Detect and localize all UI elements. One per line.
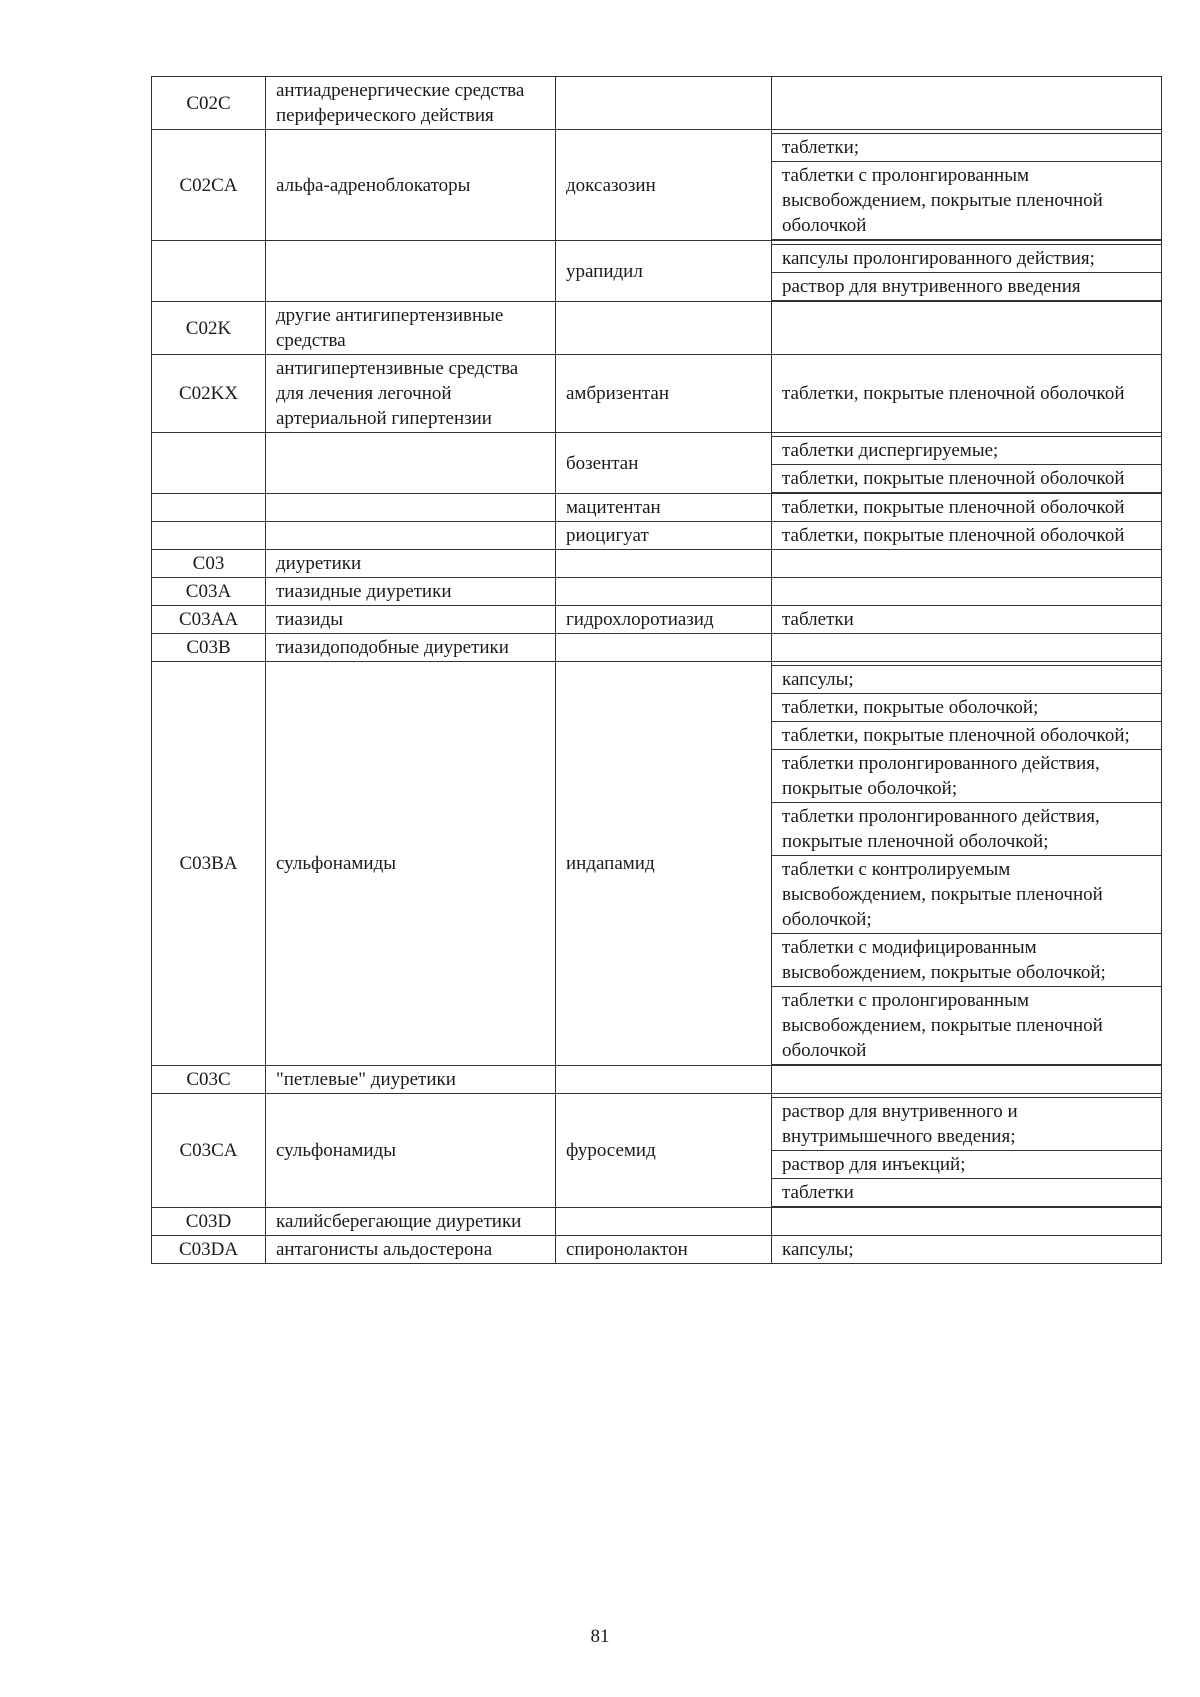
dosage-form-item: таблетки, покрытые пленочной оболочкой: [782, 383, 1125, 404]
group-name-cell: калийсберегающие диуретики: [266, 1208, 556, 1236]
table-row: [152, 130, 1162, 241]
dosage-form-item: таблетки с модифицированным высвобождением, покрытые оболочкой;: [772, 934, 1161, 987]
table-row: [152, 241, 1162, 302]
substance-cell: урапидил: [556, 241, 772, 302]
substance-cell: спиронолактон: [556, 1236, 772, 1264]
dosage-forms-cell: [772, 433, 1162, 494]
dosage-form-item: таблетки с пролонгированным высвобождением, покрытые пленочной оболочкой: [772, 987, 1161, 1065]
substance-cell: индапамид: [556, 662, 772, 1066]
table-row: [152, 433, 1162, 494]
dosage-form-item: таблетки пролонгированного действия, покрытые пленочной оболочкой;: [772, 803, 1161, 856]
table-row: [152, 355, 1162, 433]
group-name-cell: антиадренергические средства периферического действия: [266, 77, 556, 130]
dosage-form-item: таблетки;: [772, 133, 1161, 162]
atc-code-cell: C02K: [152, 302, 266, 355]
table-row: [152, 494, 1162, 522]
dosage-form-item: таблетки с пролонгированным высвобождением, покрытые пленочной оболочкой: [772, 162, 1161, 240]
atc-code-cell: C02CA: [152, 130, 266, 241]
dosage-form-item: таблетки, покрытые пленочной оболочкой: [782, 525, 1125, 546]
substance-cell: [556, 550, 772, 578]
dosage-forms-cell: [772, 606, 1162, 634]
substance-cell: [556, 1066, 772, 1094]
group-name-cell: диуретики: [266, 550, 556, 578]
atc-code-cell: C03C: [152, 1066, 266, 1094]
table-row: [152, 302, 1162, 355]
substance-cell: [556, 302, 772, 355]
table-row: [152, 1208, 1162, 1236]
atc-code-cell: C03: [152, 550, 266, 578]
dosage-forms-cell: [772, 355, 1162, 433]
dosage-forms-cell: [772, 1094, 1162, 1208]
dosage-forms-cell: [772, 1236, 1162, 1264]
atc-code-cell: [152, 522, 266, 550]
dosage-form-item: таблетки, покрытые пленочной оболочкой: [782, 497, 1125, 518]
substance-cell: доксазозин: [556, 130, 772, 241]
dosage-form-item: таблетки с контролируемым высвобождением, покрытые пленочной оболочкой;: [772, 856, 1161, 934]
atc-code-cell: C03BA: [152, 662, 266, 1066]
table-row: [152, 1094, 1162, 1208]
dosage-form-item: таблетки, покрытые пленочной оболочкой: [772, 465, 1161, 493]
dosage-form-item: таблетки диспергируемые;: [772, 436, 1161, 465]
substance-cell: [556, 634, 772, 662]
table-row: [152, 662, 1162, 1066]
dosage-forms-cell: [772, 77, 1162, 130]
dosage-forms-cell: [772, 1066, 1162, 1094]
group-name-cell: [266, 494, 556, 522]
drug-table: [151, 76, 1162, 1264]
group-name-cell: тиазиды: [266, 606, 556, 634]
dosage-form-item: таблетки: [782, 609, 854, 630]
group-name-cell: антигипертензивные средства для лечения легочной артериальной гипертензии: [266, 355, 556, 433]
dosage-forms-cell: [772, 302, 1162, 355]
table-row: [152, 550, 1162, 578]
table-row: [152, 1066, 1162, 1094]
dosage-form-item: таблетки, покрытые оболочкой;: [772, 694, 1161, 722]
dosage-forms-cell: [772, 634, 1162, 662]
substance-cell: [556, 77, 772, 130]
atc-code-cell: C02KX: [152, 355, 266, 433]
dosage-forms-cell: [772, 662, 1162, 1066]
substance-cell: амбризентан: [556, 355, 772, 433]
dosage-forms-cell: [772, 550, 1162, 578]
table-row: [152, 522, 1162, 550]
dosage-forms-cell: [772, 494, 1162, 522]
dosage-forms-cell: [772, 1208, 1162, 1236]
substance-cell: бозентан: [556, 433, 772, 494]
atc-code-cell: C03CA: [152, 1094, 266, 1208]
group-name-cell: тиазидные диуретики: [266, 578, 556, 606]
dosage-form-item: капсулы пролонгированного действия;: [772, 244, 1161, 273]
substance-cell: гидрохлоротиазид: [556, 606, 772, 634]
atc-code-cell: [152, 241, 266, 302]
group-name-cell: [266, 522, 556, 550]
dosage-form-item: капсулы;: [782, 1239, 854, 1260]
atc-code-cell: C03D: [152, 1208, 266, 1236]
page-number: 81: [590, 1626, 610, 1647]
group-name-cell: [266, 433, 556, 494]
dosage-form-item: таблетки: [772, 1179, 1161, 1207]
substance-cell: фуросемид: [556, 1094, 772, 1208]
dosage-form-item: таблетки, покрытые пленочной оболочкой;: [772, 722, 1161, 750]
dosage-forms-cell: [772, 130, 1162, 241]
atc-code-cell: C03DA: [152, 1236, 266, 1264]
atc-code-cell: C03A: [152, 578, 266, 606]
group-name-cell: другие антигипертензивные средства: [266, 302, 556, 355]
atc-code-cell: C03AA: [152, 606, 266, 634]
dosage-forms-cell: [772, 522, 1162, 550]
atc-code-cell: [152, 433, 266, 494]
atc-code-cell: C02C: [152, 77, 266, 130]
dosage-forms-cell: [772, 241, 1162, 302]
dosage-form-item: раствор для внутривенного и внутримышечного введения;: [772, 1097, 1161, 1151]
table-row: [152, 634, 1162, 662]
atc-code-cell: C03B: [152, 634, 266, 662]
dosage-forms-cell: [772, 578, 1162, 606]
group-name-cell: сульфонамиды: [266, 1094, 556, 1208]
atc-code-cell: [152, 494, 266, 522]
dosage-form-item: раствор для инъекций;: [772, 1151, 1161, 1179]
dosage-form-item: таблетки пролонгированного действия, покрытые оболочкой;: [772, 750, 1161, 803]
table-row: [152, 77, 1162, 130]
substance-cell: мацитентан: [556, 494, 772, 522]
group-name-cell: антагонисты альдостерона: [266, 1236, 556, 1264]
group-name-cell: "петлевые" диуретики: [266, 1066, 556, 1094]
group-name-cell: альфа-адреноблокаторы: [266, 130, 556, 241]
dosage-form-item: раствор для внутривенного введения: [772, 273, 1161, 301]
group-name-cell: сульфонамиды: [266, 662, 556, 1066]
dosage-form-item: капсулы;: [772, 665, 1161, 694]
table-row: [152, 606, 1162, 634]
substance-cell: риоцигуат: [556, 522, 772, 550]
drug-table-body: [152, 77, 1162, 1264]
substance-cell: [556, 578, 772, 606]
group-name-cell: [266, 241, 556, 302]
substance-cell: [556, 1208, 772, 1236]
table-row: [152, 1236, 1162, 1264]
group-name-cell: тиазидоподобные диуретики: [266, 634, 556, 662]
table-row: [152, 578, 1162, 606]
